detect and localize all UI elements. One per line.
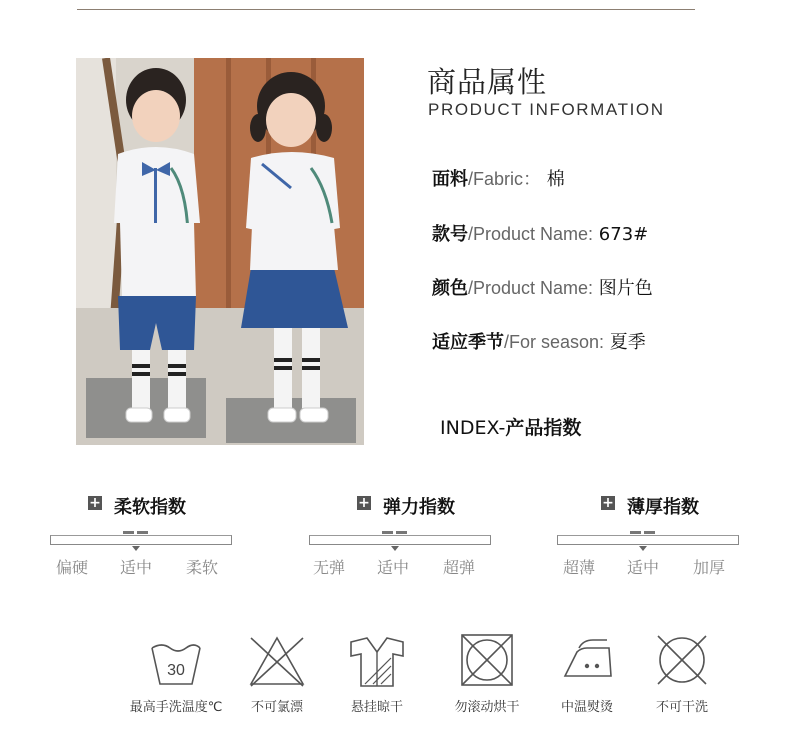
plus-icon: + — [89, 495, 101, 511]
index-marker — [123, 531, 149, 535]
no-bleach-icon — [247, 630, 307, 690]
svg-text:30: 30 — [167, 662, 185, 679]
index-pointer-icon — [132, 546, 140, 551]
care-hand-wash: 30 最高手洗温度℃ — [121, 630, 231, 715]
attr-fabric: 面料/Fabric： 棉 — [432, 169, 565, 190]
care-no-tumble-dry: 勿滚动烘干 — [432, 630, 542, 715]
care-no-bleach: 不可氯漂 — [222, 630, 332, 715]
no-tumble-dry-icon — [457, 630, 517, 690]
care-no-dry-clean: 不可干洗 — [627, 630, 737, 715]
index-scale-bar — [557, 535, 739, 545]
care-iron-medium: 中温熨烫 — [532, 630, 642, 715]
attr-color: 颜色/Product Name: 图片色 — [432, 278, 653, 299]
attr-style-number: 款号/Product Name: 673# — [432, 224, 649, 245]
index-marker — [630, 531, 656, 535]
index-scale-bar — [50, 535, 232, 545]
index-scale-bar — [309, 535, 491, 545]
index-marker — [382, 531, 408, 535]
hang-dry-icon — [347, 630, 407, 690]
plus-icon: + — [358, 495, 370, 511]
attr-season: 适应季节/For season: 夏季 — [432, 332, 646, 353]
index-section-title: INDEX-产品指数 — [440, 417, 582, 439]
product-photo — [76, 58, 364, 445]
iron-medium-icon — [557, 630, 617, 690]
index-pointer-icon — [391, 546, 399, 551]
product-info-title: 商品属性 — [427, 65, 548, 99]
product-info-subtitle: PRODUCT INFORMATION — [428, 100, 665, 119]
index-pointer-icon — [639, 546, 647, 551]
no-dry-clean-icon — [652, 630, 712, 690]
care-hang-dry: 悬挂晾干 — [322, 630, 432, 715]
plus-icon: + — [602, 495, 614, 511]
hand-wash-icon — [146, 630, 206, 690]
top-divider — [77, 9, 695, 10]
